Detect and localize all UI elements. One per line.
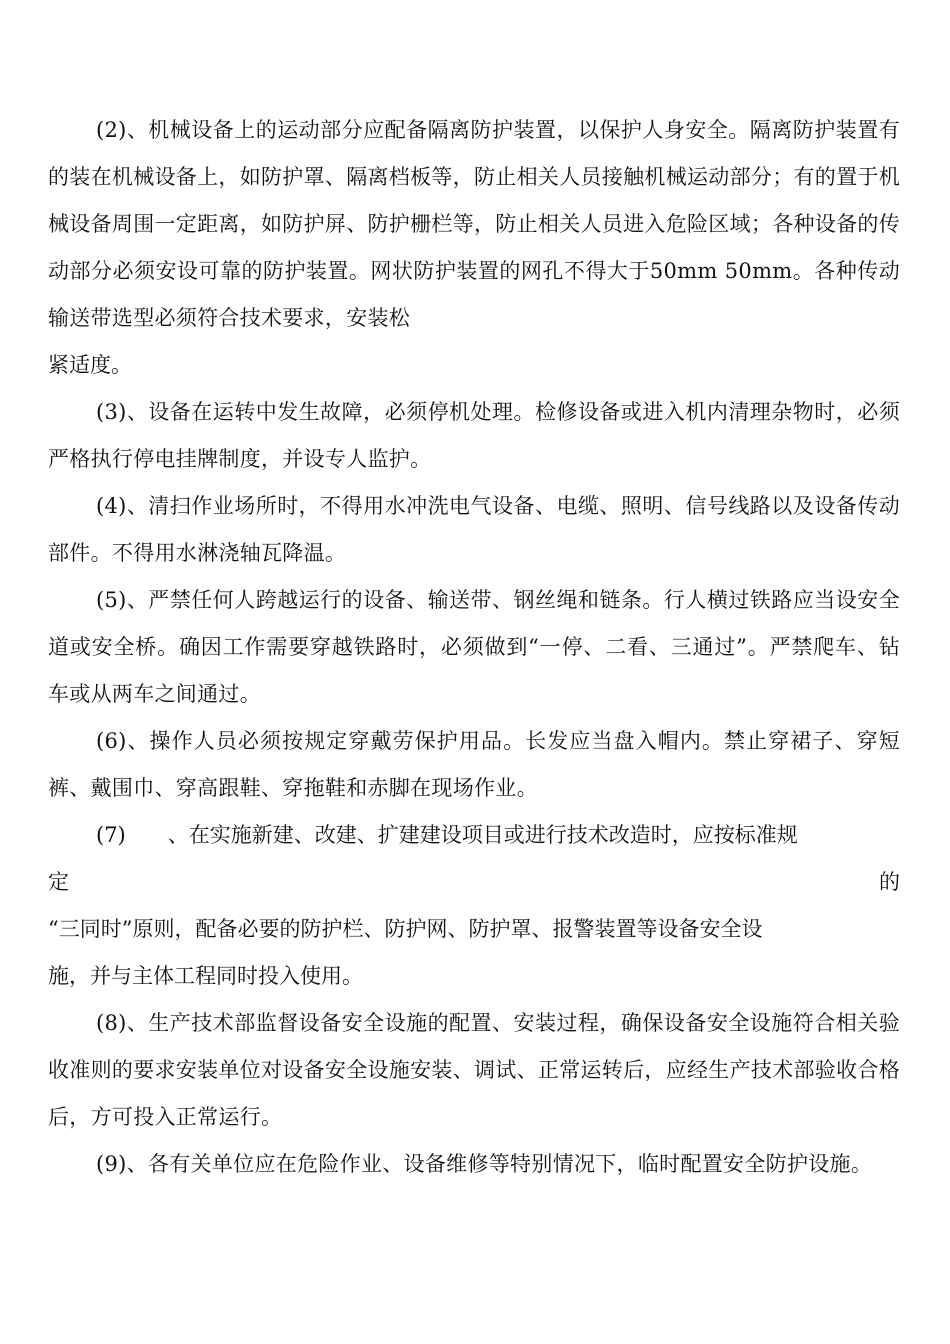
paragraph-3: (3)、设备在运转中发生故障，必须停机处理。检修设备或进入机内清理杂物时，必须严格执行停电挂牌制度，并设专人监护。 bbox=[48, 400, 900, 471]
paragraph-7-line-2 bbox=[48, 859, 900, 906]
paragraph-7-split-left: 定 bbox=[48, 870, 69, 894]
paragraph-4: (4)、清扫作业场所时，不得用水冲洗电气设备、电缆、照明、信号线路以及设备传动部件。不得用水淋浇轴瓦降温。 bbox=[48, 494, 900, 565]
paragraph-7-line-1: (7) 、在实施新建、改建、扩建建设项目或进行技术改造时，应按标准规 bbox=[96, 823, 798, 847]
paragraph-2: (2)、机械设备上的运动部分应配备隔离防护装置，以保护人身安全。隔离防护装置有的装在机械设备上，如防护罩、隔离档板等，防止相关人员接触机械运动部分；有的置于机械设备周围一定距离，如防护屏、防护栅栏等，防止相关人员进入危险区域；各种设备的传动部分必须安设可靠的防护装置。网状防护装置的网孔不得大于50mm 50mm。各种传动输送带选型必须符合技术要求，安装松 bbox=[48, 118, 900, 330]
paragraph-6: (6)、操作人员必须按规定穿戴劳保护用品。长发应当盘入帽内。禁止穿裙子、穿短裤、戴围巾、穿高跟鞋、穿拖鞋和赤脚在现场作业。 bbox=[48, 729, 900, 800]
paragraph-9: (9)、各有关单位应在危险作业、设备维修等特别情况下，临时配置安全防护设施。 bbox=[96, 1152, 873, 1176]
paragraph-5: (5)、严禁任何人跨越运行的设备、输送带、钢丝绳和链条。行人横过铁路应当设安全道或安全桥。确因工作需要穿越铁路时，必须做到“一停、二看、三通过”。严禁爬车、钻车或从两车之间通过。 bbox=[48, 588, 900, 706]
paragraph-7-split-right: 的 bbox=[879, 870, 900, 894]
document-page bbox=[48, 107, 900, 1188]
paragraph-7-line-3: “三同时”原则，配备必要的防护栏、防护网、防护罩、报警装置等设备安全设 bbox=[48, 917, 763, 941]
paragraph-8: (8)、生产技术部监督设备安全设施的配置、安装过程，确保设备安全设施符合相关验收准则的要求安装单位对设备安全设施安装、调试、正常运转后，应经生产技术部验收合格后，方可投入正常运行。 bbox=[48, 1011, 900, 1129]
paragraph-7-line-4: 施，并与主体工程同时投入使用。 bbox=[48, 964, 363, 988]
paragraph-2-tail: 紧适度。 bbox=[48, 353, 132, 377]
